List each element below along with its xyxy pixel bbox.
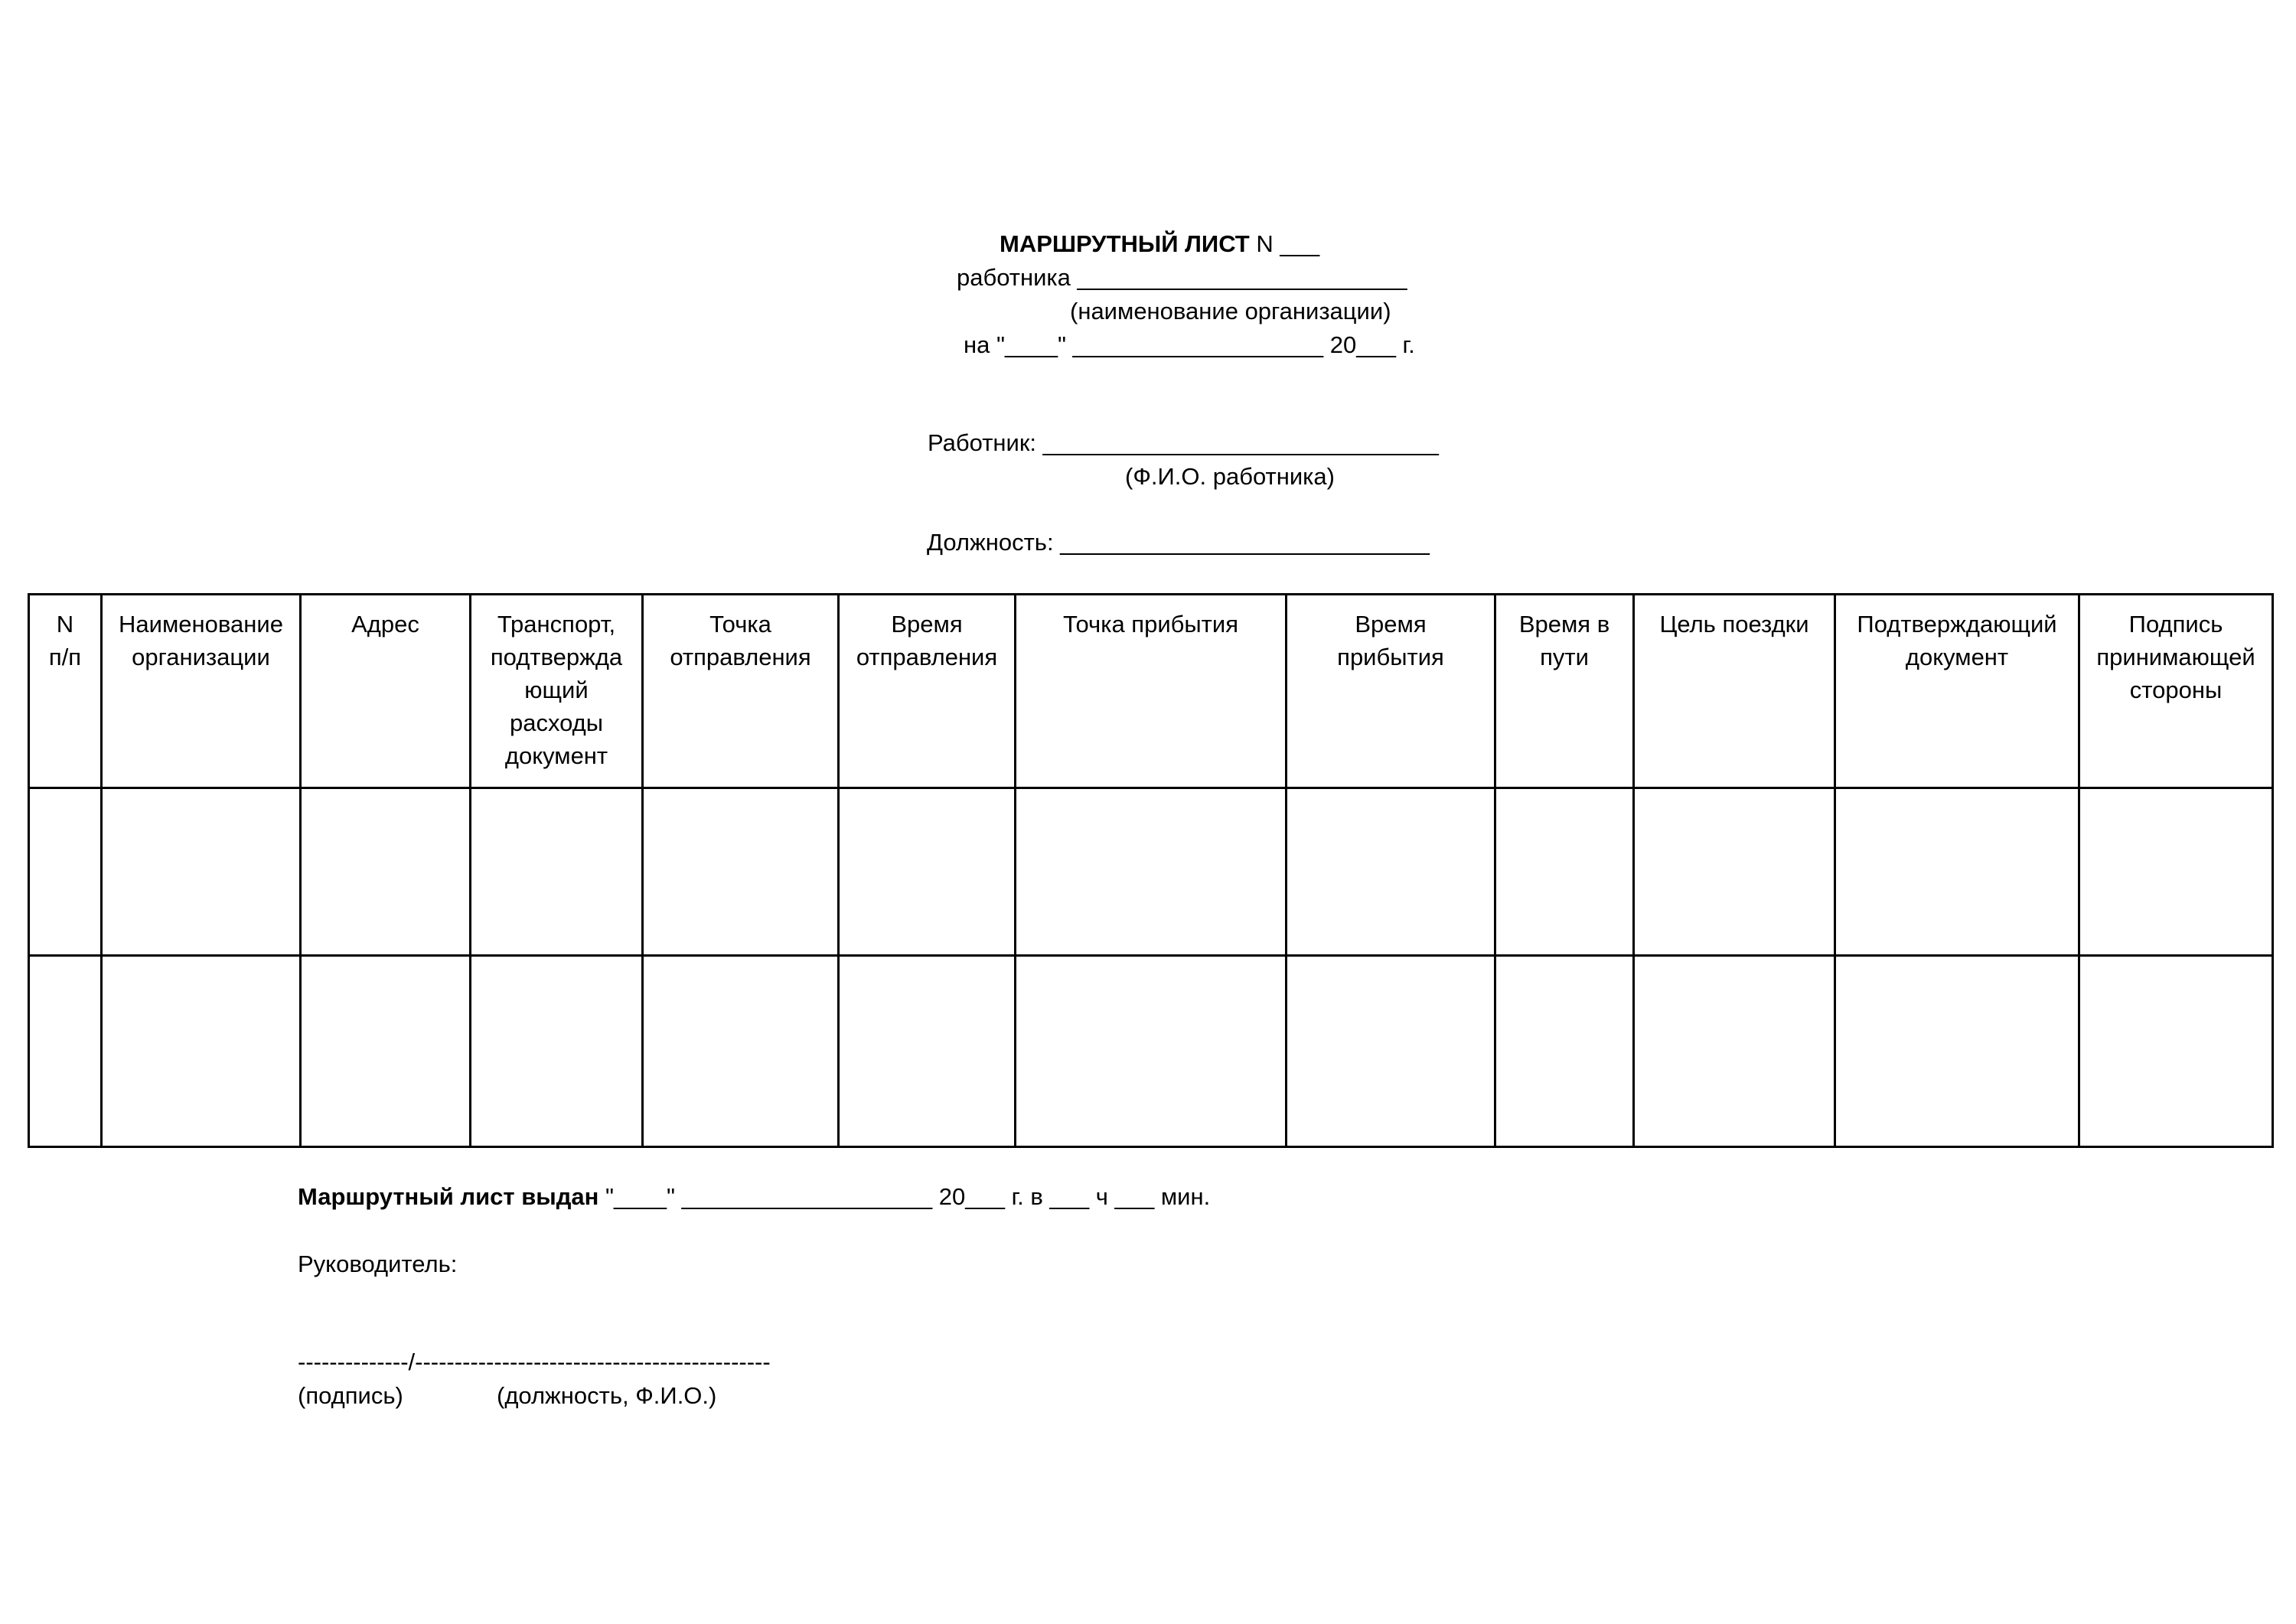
- position-line: Должность: ____________________________: [927, 529, 1430, 556]
- column-header-purpose: Цель поездки: [1634, 595, 1835, 788]
- table-cell[interactable]: [839, 956, 1016, 1147]
- column-header-transport: Транспорт, подтвержда ющий расходы документ: [471, 595, 643, 788]
- table-cell[interactable]: [2079, 788, 2273, 956]
- table-row: [29, 956, 2273, 1147]
- form-title: [1000, 230, 1319, 258]
- table-cell[interactable]: [839, 788, 1016, 956]
- table-cell[interactable]: [29, 788, 102, 956]
- column-header-address: Адрес: [301, 595, 471, 788]
- issued-label: Маршрутный лист выдан: [298, 1183, 599, 1210]
- table-cell[interactable]: [1287, 788, 1495, 956]
- table-cell[interactable]: [1495, 956, 1634, 1147]
- table-cell[interactable]: [1287, 956, 1495, 1147]
- issued-line: [298, 1183, 1210, 1211]
- column-header-travel-time: Время в пути: [1495, 595, 1634, 788]
- table-cell[interactable]: [102, 956, 301, 1147]
- route-table-wrapper: [28, 593, 2272, 1148]
- route-table: [28, 593, 2274, 1148]
- table-cell[interactable]: [2079, 956, 2273, 1147]
- org-name-caption: (наименование организации): [1070, 298, 1391, 324]
- column-header-receiving-signature: Подпись принимающей стороны: [2079, 595, 2273, 788]
- column-header-arrival-point: Точка прибытия: [1016, 595, 1287, 788]
- table-cell[interactable]: [1634, 956, 1835, 1147]
- manager-label: Руководитель:: [298, 1251, 458, 1277]
- table-cell[interactable]: [1835, 956, 2079, 1147]
- table-cell[interactable]: [1634, 788, 1835, 956]
- form-number: N ___: [1249, 230, 1320, 257]
- column-header-number: N п/п: [29, 595, 102, 788]
- signature-caption: (подпись): [298, 1382, 403, 1409]
- table-cell[interactable]: [643, 788, 839, 956]
- table-cell[interactable]: [1835, 788, 2079, 956]
- position-name-caption: (должность, Ф.И.О.): [497, 1382, 717, 1409]
- table-row: [29, 788, 2273, 956]
- table-cell[interactable]: [471, 956, 643, 1147]
- table-cell[interactable]: [643, 956, 839, 1147]
- table-cell[interactable]: [471, 788, 643, 956]
- date-line: на "____" ___________________ 20___ г.: [964, 331, 1415, 358]
- column-header-departure-point: Точка отправления: [643, 595, 839, 788]
- table-cell[interactable]: [1495, 788, 1634, 956]
- table-cell[interactable]: [29, 956, 102, 1147]
- table-cell[interactable]: [1016, 956, 1287, 1147]
- employee-of-line: работника _________________________: [957, 264, 1407, 291]
- signature-line: --------------/---------------------------------------------: [298, 1348, 771, 1375]
- table-cell[interactable]: [301, 788, 471, 956]
- worker-caption: (Ф.И.О. работника): [1125, 463, 1335, 490]
- table-header-row: [29, 595, 2273, 788]
- issued-datetime: "____" ___________________ 20___ г. в ___ ч ___ мин.: [598, 1183, 1211, 1210]
- table-cell[interactable]: [102, 788, 301, 956]
- column-header-arrival-time: Время прибытия: [1287, 595, 1495, 788]
- table-cell[interactable]: [1016, 788, 1287, 956]
- column-header-departure-time: Время отправления: [839, 595, 1016, 788]
- form-title-bold: МАРШРУТНЫЙ ЛИСТ: [1000, 230, 1250, 257]
- column-header-organization: Наименование организации: [102, 595, 301, 788]
- table-cell[interactable]: [301, 956, 471, 1147]
- column-header-supporting-document: Подтверждающий документ: [1835, 595, 2079, 788]
- worker-line: Работник: ______________________________: [928, 429, 1439, 456]
